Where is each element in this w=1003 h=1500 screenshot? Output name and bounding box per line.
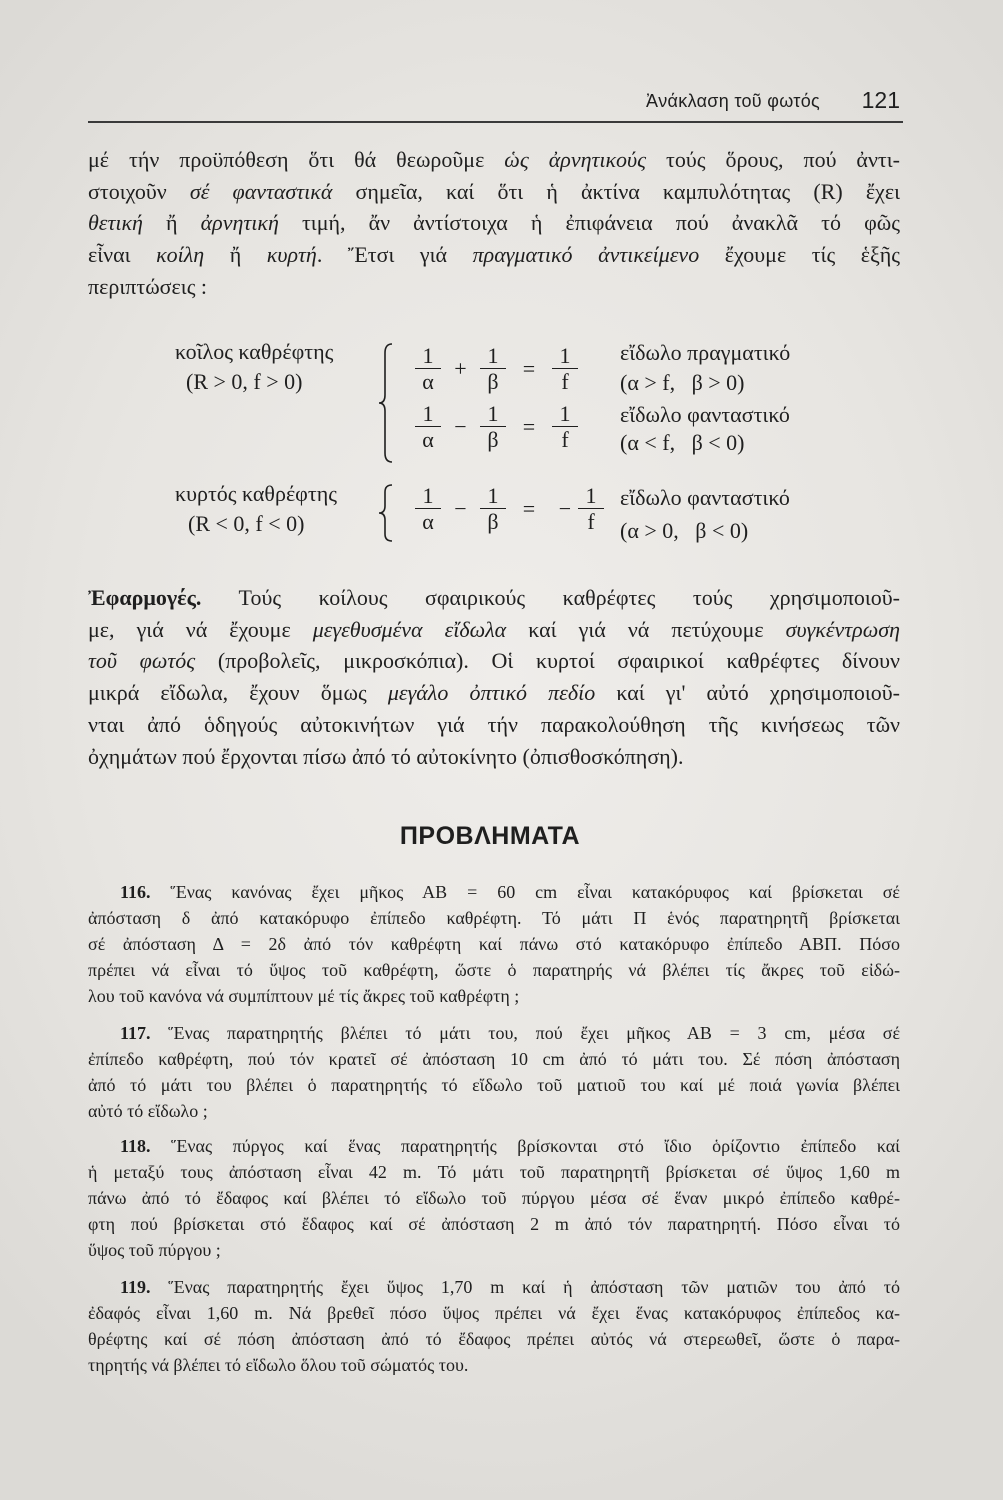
intro-line — [88, 176, 900, 208]
applications-line — [88, 582, 900, 614]
denominator: f — [561, 427, 569, 452]
problem-text: πρέπει νά εἶναι τό ὕψος τοῦ καθρέφτη, ὥστε ὁ παρατηρής νά βλέπει τίς ἄκρες τοῦ εἰδώ- — [88, 960, 900, 980]
text-segment: μέ τήν προϋπόθεση ὅτι θά θεωροῦμε — [88, 147, 505, 172]
minus-sign: − — [454, 496, 467, 521]
problem-text: πάνω ἀπό τό ἔδαφος καί βλέπει τό εἴδωλο τοῦ πύργου μέσα σέ ἕναν μικρό ἐπίπεδο καθρέ- — [88, 1188, 900, 1208]
emphasis-segment: κοίλη — [156, 242, 205, 268]
problem-line — [88, 1159, 900, 1185]
real-image-condition: (α > f, β > 0) — [620, 370, 745, 395]
text-segment: ἔχουμε τίς ἑξῆς — [699, 242, 900, 268]
numerator: 1 — [552, 343, 578, 369]
problem-text: ἀπό τό μάτι του βλέπει ὁ παρατηρητής τό εἴδωλο τοῦ ματιοῦ του καί μέ ποιά γωνία βλέπει — [88, 1075, 900, 1095]
problem-119 — [88, 1274, 900, 1378]
denominator: f — [561, 369, 569, 394]
intro-line — [88, 207, 900, 239]
minus-sign: − — [454, 414, 467, 439]
fraction — [415, 483, 441, 535]
problem-line — [88, 983, 900, 1009]
header-rule — [88, 121, 903, 123]
text-segment: καί γι' αὐτό χρησιμοποιοῦ- — [595, 680, 900, 706]
problem-number: 116. — [120, 882, 151, 902]
convex-brace — [378, 484, 394, 542]
applications-line — [88, 645, 900, 677]
emphasis-segment: ὡς ἀρνητικούς — [504, 147, 647, 172]
applications-line — [88, 741, 900, 773]
numerator: 1 — [480, 401, 506, 427]
text-segment: μικρά εἴδωλα, ἔχουν ὅμως — [88, 680, 388, 706]
text-segment: καί γιά νά πετύχουμε — [506, 616, 786, 642]
applications-line — [88, 614, 900, 646]
problem-line — [88, 1046, 900, 1072]
text-segment: περιπτώσεις : — [88, 273, 208, 299]
problem-text: Ἕνας κανόνας ἔχει μῆκος ΑΒ = 60 cm εἶναι κατακόρυφος καί βρίσκεται σέ — [170, 882, 900, 902]
problem-116 — [88, 879, 900, 1009]
negative-sign: − — [558, 496, 572, 521]
text-segment: νται ἀπό ὁδηγούς αὐτοκινήτων γιά τήν παρακολούθηση τῆς κινήσεως τῶν — [88, 711, 900, 737]
problem-line — [88, 1274, 900, 1300]
intro-line — [88, 271, 900, 303]
equals-sign: = — [522, 414, 536, 439]
intro-paragraph — [88, 144, 900, 303]
equation-convex — [415, 483, 604, 535]
problem-text: φτη πού βρίσκεται στό ἔδαφος καί σέ ἀπόσταση 2 m ἀπό τόν παρατηρητή. Πόσο εἶναι τό — [88, 1214, 900, 1234]
virtual-image-condition: (α < f, β < 0) — [620, 430, 745, 455]
intro-line — [88, 144, 900, 176]
problem-line — [88, 1326, 900, 1352]
denominator: f — [587, 509, 595, 534]
text-segment: εἶναι — [88, 242, 157, 268]
real-image-label: εἴδωλο πραγματικό — [620, 340, 791, 365]
problem-line — [88, 1352, 900, 1378]
denominator: α — [422, 509, 434, 534]
fraction — [415, 401, 441, 453]
problem-text: ἡ μεταξύ τους ἀπόσταση εἶναι 42 m. Τό μάτι τοῦ παρατηρητῆ βρίσκεται σέ ὕψος 1,60 m — [88, 1162, 900, 1182]
intro-line — [88, 239, 900, 271]
fraction — [552, 343, 578, 395]
emphasis-segment: μεγάλο ὀπτικό πεδίο — [387, 680, 596, 706]
fraction — [480, 343, 506, 395]
fraction — [480, 401, 506, 453]
equals-sign: = — [522, 356, 536, 381]
applications-line — [88, 677, 900, 709]
concave-mirror-label: κοῖλος καθρέφτης — [175, 339, 334, 364]
concave-brace — [378, 343, 394, 463]
equation-concave-virtual — [415, 401, 578, 453]
fraction — [578, 483, 604, 535]
problem-text: Ἕνας πύργος καί ἕνας παρατηρητής βρίσκονται στό ἴδιο ὁρίζοντιο ἐπίπεδο καί — [171, 1136, 900, 1156]
text-segment: με, γιά νά ἔχουμε — [88, 616, 313, 642]
applications-line — [88, 709, 900, 741]
text-segment: σημεῖα, καί ὅτι ἡ ἀκτίνα καμπυλότητας (R) ἔχει — [332, 178, 900, 204]
emphasis-segment: τοῦ φωτός — [88, 648, 196, 674]
convex-image-label: εἴδωλο φανταστικό — [620, 485, 790, 510]
running-title: Ἀνάκλαση τοῦ φωτός — [645, 91, 820, 111]
problem-text: σέ ἀπόσταση Δ = 2δ ἀπό τόν καθρέφτη καί πάνω στό κατακόρυφο ἐπίπεδο ΑΒΠ. Πόσο — [88, 934, 900, 954]
numerator: 1 — [415, 343, 441, 369]
text-segment: τούς ὅρους, πού ἀντι- — [646, 147, 900, 172]
numerator: 1 — [552, 401, 578, 427]
convex-mirror-label: κυρτός καθρέφτης — [175, 481, 337, 506]
applications-paragraph — [88, 582, 900, 772]
emphasis-segment: πραγματικό ἀντικείμενο — [472, 242, 700, 268]
equation-concave-real — [415, 343, 578, 395]
concave-mirror-condition: (R > 0, f > 0) — [186, 369, 303, 394]
emphasis-segment: κυρτή — [266, 242, 317, 268]
problem-text: αὐτό τό εἴδωλο ; — [88, 1101, 208, 1121]
text-segment: ἤ — [142, 210, 201, 236]
text-segment: στοιχοῦν — [88, 178, 190, 204]
text-segment: τιμή, ἄν ἀντίστοιχα ἡ ἐπιφάνεια πού ἀνακλᾶ τό φῶς — [278, 210, 900, 236]
problem-number: 117. — [120, 1023, 151, 1043]
problem-text: Ἕνας παρατηρητής ἔχει ὕψος 1,70 m καί ἡ ἀπόσταση τῶν ματιῶν του ἀπό τό — [168, 1277, 901, 1297]
applications-lead: Ἐφαρμογές. — [88, 585, 202, 610]
fraction — [552, 401, 578, 453]
problem-text: ἐδαφός εἶναι 1,60 m. Νά βρεθεῖ πόσο ὕψος πρέπει νά ἔχει ἕνας κατακόρυφος ἐπίπεδος κα- — [88, 1303, 900, 1323]
fraction — [415, 343, 441, 395]
virtual-image-label: εἴδωλο φανταστικό — [620, 402, 790, 427]
convex-image-condition: (α > 0, β < 0) — [620, 518, 749, 543]
denominator: β — [487, 509, 499, 534]
emphasis-segment: συγκέντρωση — [785, 616, 900, 642]
problem-text: ἐπίπεδο καθρέφτη, πού τόν κρατεῖ σέ ἀπόσταση 10 cm ἀπό τό μάτι του. Σέ πόση ἀπόσταση — [88, 1049, 900, 1069]
numerator: 1 — [480, 483, 506, 509]
problem-line — [88, 879, 900, 905]
problem-line — [88, 1133, 900, 1159]
page-number: 121 — [861, 87, 900, 113]
denominator: α — [422, 427, 434, 452]
problem-text: ἀπόσταση δ ἀπό κατακόρυφο ἐπίπεδο καθρέφτη. Τό μάτι Π ἑνός παρατηρητῆ βρίσκεται — [88, 908, 900, 928]
emphasis-segment: μεγεθυσμένα εἴδωλα — [312, 616, 507, 642]
emphasis-segment: σέ φανταστικά — [189, 178, 333, 204]
numerator: 1 — [578, 483, 604, 509]
problem-line — [88, 1185, 900, 1211]
problem-text: λου τοῦ κανόνα νά συμπίπτουν μέ τίς ἄκρες τοῦ καθρέφτη ; — [88, 986, 520, 1006]
problem-text: θρέφτης καί σέ πόση ἀπόσταση ἀπό τό ἔδαφος πρέπει αὐτός νά στερεωθεῖ, ὥστε ὁ παρα- — [88, 1329, 900, 1349]
text-segment: ὀχημάτων πού ἔρχονται πίσω ἀπό τό αὐτοκίνητο (ὀπισθοσκόπηση). — [88, 743, 684, 769]
text-segment: Τούς κοίλους σφαιρικούς καθρέφτες τούς χρησιμοποιοῦ- — [201, 585, 900, 610]
numerator: 1 — [415, 401, 441, 427]
problem-number: 118. — [120, 1136, 151, 1156]
problem-line — [88, 1211, 900, 1237]
fraction — [480, 483, 506, 535]
problem-line — [88, 1098, 900, 1124]
equals-sign: = — [522, 496, 536, 521]
problem-117 — [88, 1020, 900, 1124]
plus-sign: + — [454, 356, 467, 381]
numerator: 1 — [480, 343, 506, 369]
problems-heading: ΠΡΟΒΛΗΜΑΤΑ — [399, 822, 581, 850]
problem-118 — [88, 1133, 900, 1263]
problem-line — [88, 1020, 900, 1046]
problem-line — [88, 1300, 900, 1326]
problem-line — [88, 1072, 900, 1098]
emphasis-segment: ἀρνητική — [200, 210, 279, 236]
problem-line — [88, 1237, 900, 1263]
problem-text: τηρητής νά βλέπει τό εἴδωλο ὅλου τοῦ σώματός του. — [88, 1355, 469, 1375]
problem-line — [88, 905, 900, 931]
problem-line — [88, 931, 900, 957]
denominator: α — [422, 369, 434, 394]
problem-text: Ἕνας παρατηρητής βλέπει τό μάτι του, πού ἔχει μῆκος ΑΒ = 3 cm, μέσα σέ — [168, 1023, 900, 1043]
text-segment: . Ἔτσι γιά — [316, 242, 473, 268]
problem-text: ὕψος τοῦ πύργου ; — [88, 1240, 221, 1260]
problem-line — [88, 957, 900, 983]
brace-path — [379, 344, 392, 462]
denominator: β — [487, 369, 499, 394]
problem-number: 119. — [120, 1277, 151, 1297]
brace-path — [379, 485, 392, 541]
text-segment: (προβολεῖς, μικροσκόπια). Οἱ κυρτοί σφαιρικοί καθρέφτες δίνουν — [195, 648, 900, 674]
convex-mirror-condition: (R < 0, f < 0) — [188, 511, 305, 536]
denominator: β — [487, 427, 499, 452]
numerator: 1 — [415, 483, 441, 509]
emphasis-segment: θετική — [88, 210, 143, 236]
text-segment: ἤ — [204, 242, 267, 268]
